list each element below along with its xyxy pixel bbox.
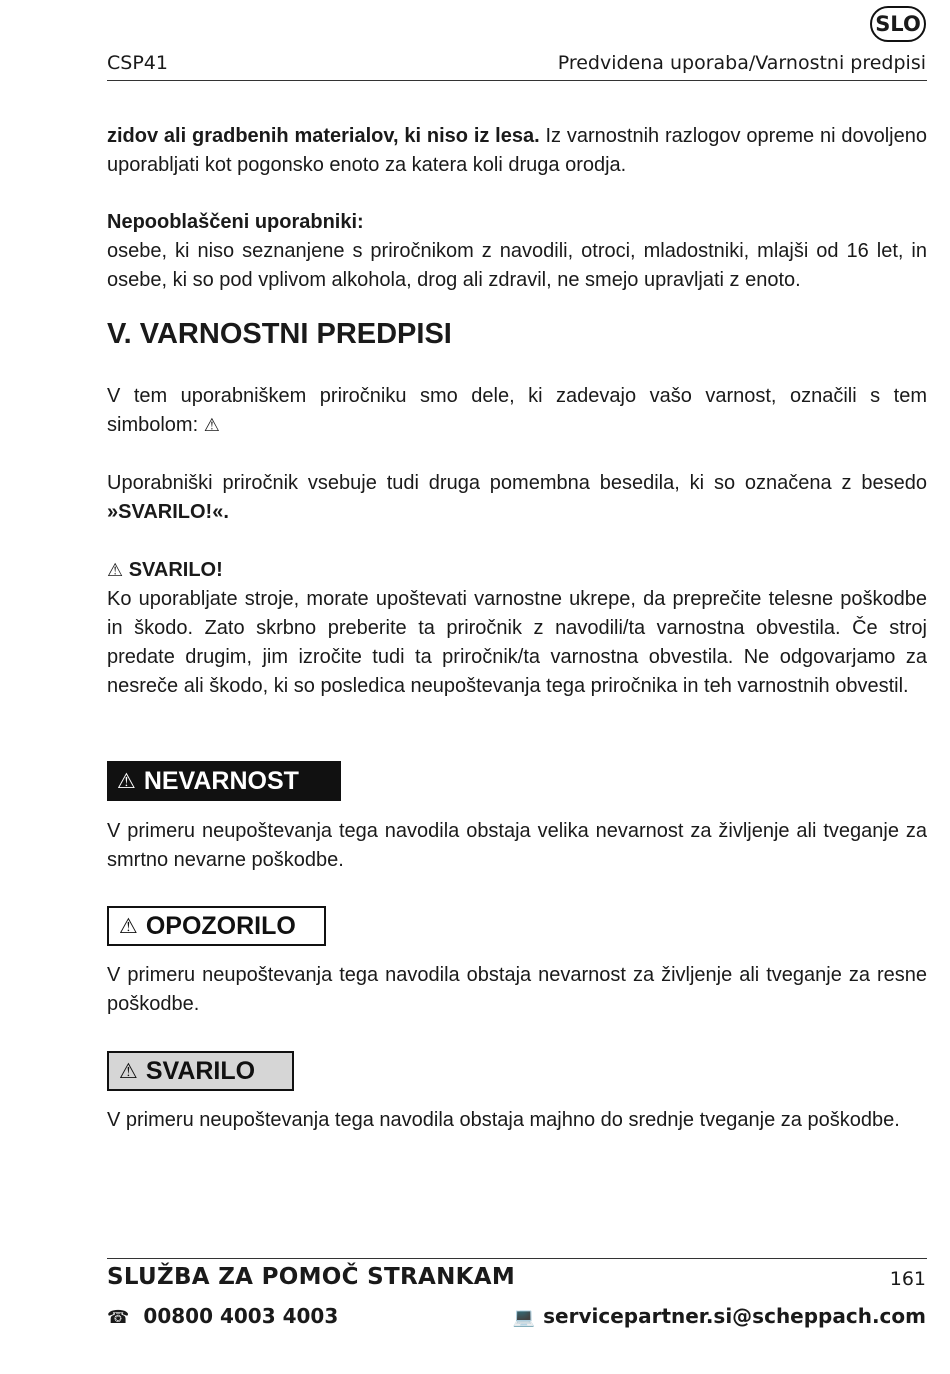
symbol-paragraph-text: V tem uporabniškem priročniku smo dele, ki zadevajo vašo varnost, označili s tem simbolom:: [107, 385, 927, 436]
warning-triangle-icon: ⚠: [119, 914, 138, 938]
signal-word-paragraph: [107, 469, 927, 527]
caution-label: [107, 1051, 294, 1091]
section-heading: V. VARNOSTNI PREDPISI: [107, 318, 452, 350]
email-contact: [513, 1304, 926, 1328]
caution-title: SVARILO!: [128, 559, 223, 581]
signal-word-text: Uporabniški priročnik vsebuje tudi druga pomembna besedila, ki so označena z besedo: [107, 472, 927, 494]
warning-triangle-icon: ⚠: [203, 415, 220, 436]
footer-divider: [107, 1258, 927, 1259]
warning-triangle-icon: ⚠: [117, 769, 136, 793]
intro-bold: zidov ali gradbenih materialov, ki niso iz lesa.: [107, 125, 540, 147]
caution-text: Ko uporabljate stroje, morate upoštevati varnostne ukrepe, da preprečite telesne poškodbe in škodo. Zato skrbno preberite ta priročnik z navodili/ta varnostna obvestila. Če stroj predate drugim, jim izročite tudi ta priročnik/ta varnostna obvestila. Ne odgovarjamo za nesreče ali škodo, ki so posledica neupoštevanja tega priročnika in teh varnostnih obvestil.: [107, 588, 927, 697]
symbol-paragraph: [107, 382, 927, 440]
danger-description: V primeru neupoštevanja tega navodila obstaja velika nevarnost za življenje ali tveganje za smrtno nevarne poškodbe.: [107, 820, 927, 871]
header-divider: [107, 80, 927, 81]
customer-service-title: SLUŽBA ZA POMOČ STRANKAM: [107, 1264, 516, 1290]
laptop-icon: 💻: [512, 1307, 536, 1328]
phone-icon: ☎: [107, 1307, 130, 1328]
warning-triangle-icon: ⚠: [119, 1059, 138, 1083]
email-address: servicepartner.si@scheppach.com: [543, 1304, 926, 1328]
warning-label: [107, 906, 326, 946]
unauthorized-users: [107, 208, 927, 295]
danger-label: [107, 761, 341, 801]
phone-number: 00800 4003 4003: [143, 1304, 339, 1328]
intro-paragraph: [107, 122, 927, 180]
language-badge: SLO: [870, 6, 926, 42]
warning-description: V primeru neupoštevanja tega navodila obstaja nevarnost za življenje ali tveganje za resne poškodbe.: [107, 964, 927, 1015]
section-title: Predvidena uporaba/Varnostni predpisi: [557, 52, 926, 74]
danger-label-text: NEVARNOST: [143, 766, 299, 795]
warning-label-text: OPOZORILO: [145, 911, 296, 940]
signal-word-bold: »SVARILO!«.: [107, 501, 229, 523]
page-number: 161: [889, 1268, 926, 1290]
model-name: CSP41: [107, 52, 168, 74]
phone-contact: [107, 1304, 338, 1328]
warning-triangle-icon: ⚠: [107, 560, 124, 581]
unauthorized-text: osebe, ki niso seznanjene s priročnikom z navodili, otroci, mladostniki, mlajši od 16 let, in osebe, ki so pod vplivom alkohola, drog ali zdravil, ne smejo upravljati z enoto.: [107, 240, 927, 291]
caution-paragraph: [107, 556, 927, 701]
intro-text: Iz varnostnih razlogov opreme ni dovoljeno uporabljati kot pogonsko enoto za katera koli druga orodja.: [107, 125, 927, 176]
caution-label-text: SVARILO: [145, 1056, 256, 1085]
caution-description: V primeru neupoštevanja tega navodila obstaja majhno do srednje tveganje za poškodbe.: [107, 1109, 900, 1131]
unauthorized-title: Nepooblaščeni uporabniki:: [107, 211, 364, 233]
